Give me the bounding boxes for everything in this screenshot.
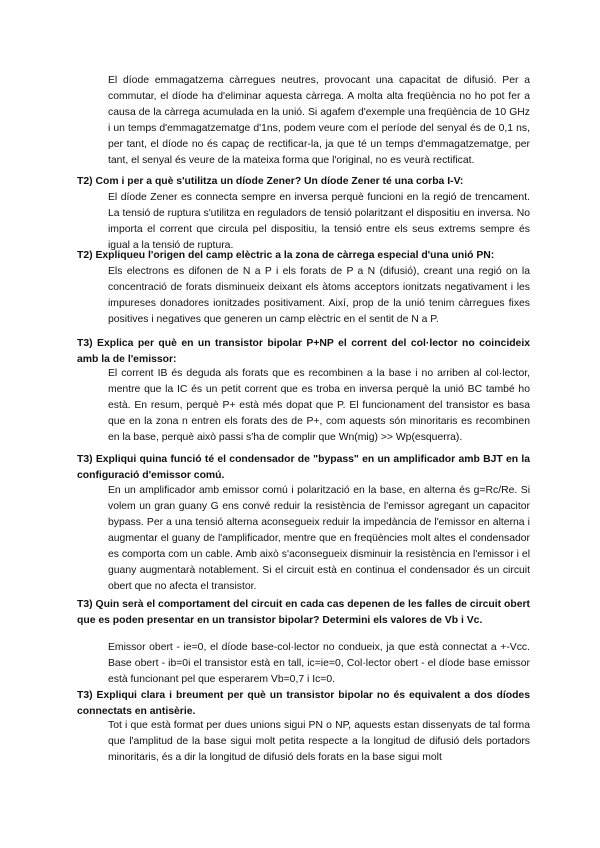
answer-paragraph: El díode emmagatzema càrregues neutres, provocant una capacitat de difusió. Per a commutar, el díode ha d'eliminar aquesta càrrega. A molta alta freqüència no ho pot fer a causa de la càrrega acumulada en la unió. Si agafem d'exemple una freqüència de 10 GHz i un temps d'emmagatzematge d'1ns, podem veure com el període del senyal és de 0,1 ns, per tant, el díode no és capaç de rectificar-la, ja que té un temps d'emmagatzematge, per tant, el senyal és veure de la mateixa forma que l'original, no es veurà rectificat.: [108, 75, 530, 166]
question-heading: [77, 248, 530, 264]
answer-text: [108, 264, 530, 328]
answer-paragraph: Emissor obert - ie=0, el díode base-col·lector no condueix, ja que està connectat a +-Vcc. Base obert - ib=0i el transistor està en tall, ic=ie=0, Col·lector obert - el díode base emissor està funcionant pel que esperarem Vb=0,7 i Ic=0.: [108, 642, 530, 685]
answer-paragraph: Tot i que està format per dues unions sigui PN o NP, aquests estan dissenyats de tal forma que l'amplitud de la base sigui molt petita respecte a la longitud de difusió dels portadors minoritaris, és a dir la longitud de difusió dels forats en la base sigui molt: [108, 720, 530, 763]
answer-paragraph: El corrent IB és deguda als forats que es recombinen a la base i no arriben al col·lector, mentre que la IC és un petit corrent que es troba en inversa perquè la unió BC també ho està. En resum, perquè P+ està més dopat que P. El funcionament del transistor es basa que en la zona n entren els forats des de P+, com aquests són minoritaris es recombinen en la base, perquè això passi s'ha de complir que Wn(mig) >> Wp(esquerra).: [108, 368, 530, 443]
answer-paragraph: Els electrons es difonen de N a P i els forats de P a N (difusió), creant una regió on la concentració de forats disminueix deixant els àtoms acceptors ionitzats negativament i les impureses donadores ionitzades positivament. Així, prop de la unió tenim càrregues fixes positives i negatives que generen un camp elèctric en el sentit de N a P.: [108, 266, 530, 325]
answer-paragraph: En un amplificador amb emissor comú i polarització en la base, en alterna és g=Rc/Re. Si volem un gran guany G ens convé reduir la resistència de l'emissor agregant un capacitor bypass. Per a una tensió alterna aconsegueix reduir la impedància de l'emissor en alterna i augmentar el guany de l'amplificador, mentre que en freqüències molt altes el condensador es comporta com un cable. Amb això s'aconsegueix disminuir la resistència en l'emissor i el guany augmentarà notablement. Si el circuit està en continua el condensador és un circuit obert que no afecta el transistor.: [108, 485, 530, 592]
question-text: T2) Expliqueu l'origen del camp elèctric a la zona de càrrega especial d'una unió PN:: [77, 250, 495, 261]
answer-text: [108, 73, 530, 169]
question-heading: [77, 597, 530, 629]
question-heading: [77, 688, 530, 720]
question-text: T3) Expliqui clara i breument per què un transistor bipolar no és equivalent a dos díodes connectats en antisèrie.: [77, 690, 530, 717]
answer-paragraph: El díode Zener es connecta sempre en inversa perquè funcioni en la regió de trencament. La tensió de ruptura s'utilitza en reguladors de tensió polaritzant el dispositiu en inversa. No importa el corrent que circula pel dispositiu, la tensió entre els seus extrems sempre és igual a la tensió de ruptura.: [108, 192, 530, 251]
question-heading: [77, 336, 530, 368]
answer-text: [108, 483, 530, 595]
answer-text: [108, 640, 530, 688]
question-text: T3) Quin serà el comportament del circuit en cada cas depenen de les falles de circuit obert que es poden presentar en un transistor bipolar? Determini els valores de Vb i Vc.: [77, 599, 530, 626]
answer-text: [108, 190, 530, 254]
question-heading: [77, 174, 530, 190]
question-text: T3) Explica per què en un transistor bipolar P+NP el corrent del col·lector no coincideix amb la de l'emissor:: [77, 338, 530, 365]
question-text: T3) Expliqui quina funció té el condensador de "bypass" en un amplificador amb BJT en la configuració d'emissor comú.: [77, 454, 530, 481]
answer-text: [108, 718, 530, 766]
question-heading: [77, 452, 530, 484]
question-text: T2) Com i per a què s'utilitza un díode Zener? Un díode Zener té una corba I-V:: [77, 176, 464, 187]
answer-text: [108, 366, 530, 446]
